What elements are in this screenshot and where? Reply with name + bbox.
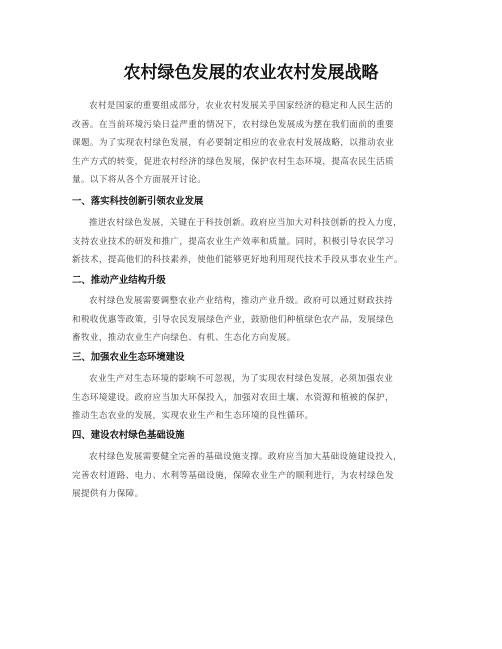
paragraph-line: 农村绿色发展需要健全完善的基础设施支撑。政府应当加大基础设施建设投入， [89, 452, 403, 462]
paragraph-line: 支持农业技术的研发和推广，提高农业生产效率和质量。同时，积极引导农民学习 [72, 236, 394, 247]
section-heading-3: 三、加强农业生态环境建设 [72, 352, 185, 363]
section-paragraph-1 [72, 214, 434, 270]
section-heading-4: 四、建设农村绿色基础设施 [72, 430, 185, 441]
paragraph-line: 改善。在当前环境污染日益严重的情况下，农村绿色发展成为摆在我们面前的重要 [72, 119, 394, 130]
paragraph-line: 课题。为了实现农村绿色发展，有必要制定相应的农业农村发展战略，以推动农业 [72, 138, 394, 149]
paragraph-line: 量。以下将从各个方面展开讨论。 [72, 175, 207, 186]
paragraph-line: 和税收优惠等政策，引导农民发展绿色产业，鼓励他们种植绿色农产品，发展绿色 [72, 314, 394, 325]
paragraph-line: 新技术，提高他们的科技素养，使他们能够更好地利用现代技术手段从事农业生产。 [72, 255, 403, 266]
paragraph-line: 推动生态农业的发展，实现农业生产和生态环境的良性循环。 [72, 411, 314, 422]
section-paragraph-4 [72, 448, 434, 504]
paragraph-line: 畜牧业，推动农业生产向绿色、有机、生态化方向发展。 [72, 333, 296, 344]
paragraph-line: 展提供有力保障。 [72, 489, 144, 500]
section-heading-2: 二、推动产业结构升级 [72, 275, 166, 286]
paragraph-line: 生态环境建设。政府应当加大环保投入，加强对农田土壤、水资源和植被的保护， [72, 392, 394, 403]
section-paragraph-3 [72, 370, 434, 426]
paragraph-line: 生产方式的转变，促进农村经济的绿色发展，保护农村生态环境，提高农民生活质 [72, 156, 394, 167]
paragraph-line: 农村绿色发展需要调整农业产业结构，推动产业升级。政府可以通过财政扶持 [89, 296, 394, 306]
paragraph-line: 推进农村绿色发展，关键在于科技创新。政府应当加大对科技创新的投入力度， [89, 218, 403, 228]
intro-paragraph [72, 97, 434, 190]
section-paragraph-2 [72, 292, 434, 348]
document-title: 农村绿色发展的农业农村发展战略 [123, 63, 379, 83]
paragraph-line: 农业生产对生态环境的影响不可忽视，为了实现农村绿色发展，必须加强农业 [89, 374, 394, 384]
paragraph-line: 农村是国家的重要组成部分，农业农村发展关乎国家经济的稳定和人民生活的 [89, 101, 394, 111]
paragraph-line: 完善农村道路、电力、水利等基础设施，保障农业生产的顺利进行，为农村绿色发 [72, 470, 394, 481]
section-heading-1: 一、落实科技创新引领农业发展 [72, 196, 204, 207]
